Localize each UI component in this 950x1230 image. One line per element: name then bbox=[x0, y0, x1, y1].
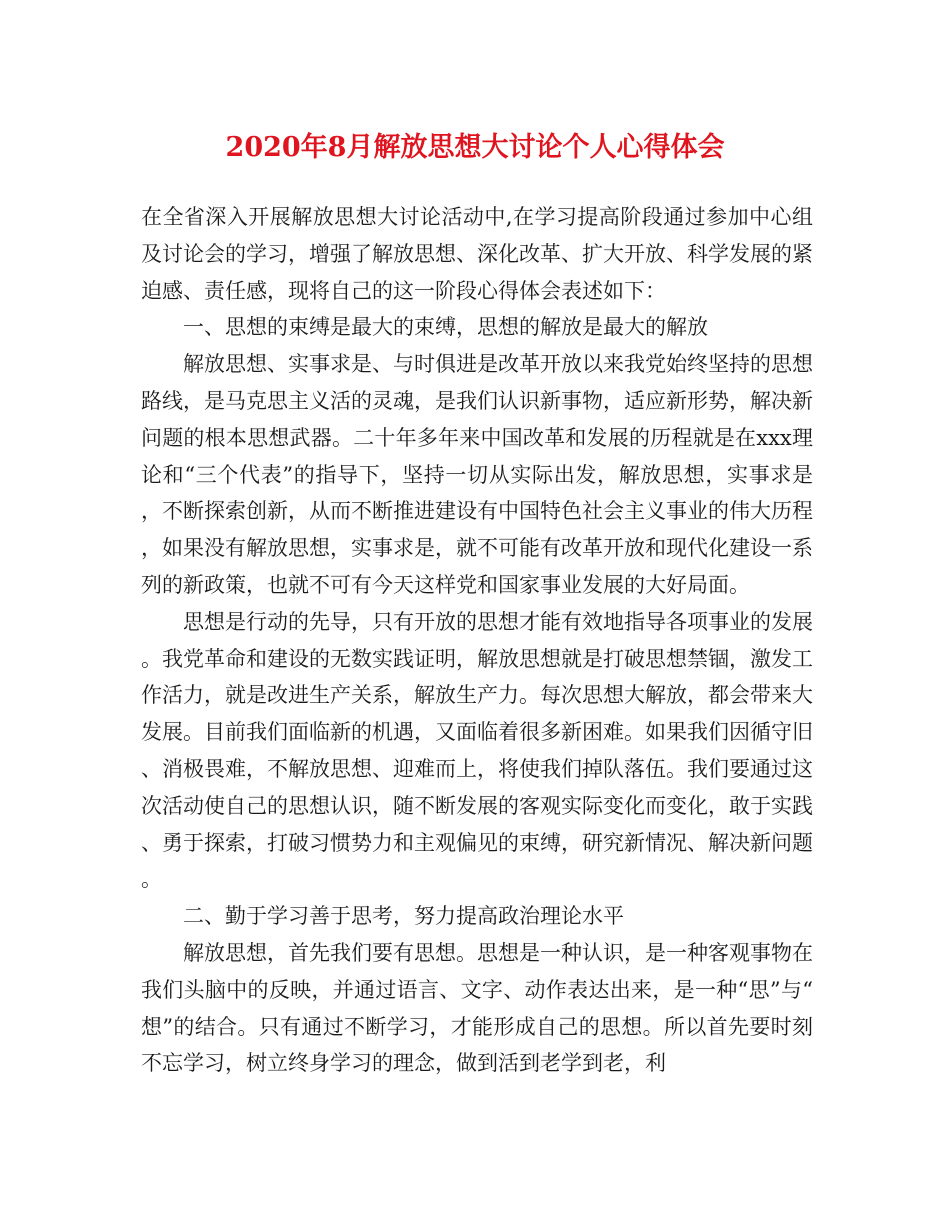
paragraph-1: 解放思想、实事求是、与时俱进是改革开放以来我党始终坚持的思想路线，是马克思主义活的灵魂，是我们认识新事物，适应新形势，解决新问题的根本思想武器。二十年多年来中国改革和发展的历程就是在xxx理论和“三个代表”的指导下，坚持一切从实际出发，解放思想，实事求是，不断探索创新，从而不断推进建设有中国特色社会主义事业的伟大历程，如果没有解放思想，实事求是，就不可能有改革开放和现代化建设一系列的新政策，也就不可有今天这样党和国家事业发展的大好局面。 bbox=[141, 352, 813, 597]
paragraph-3: 解放思想，首先我们要有思想。思想是一种认识，是一种客观事物在我们头脑中的反映，并通过语言、文字、动作表达出来，是一种“思”与“想”的结合。只有通过不断学习，才能形成自己的思想。所以首先要时刻不忘学习，树立终身学习的理念，做到活到老学到老，利 bbox=[141, 940, 813, 1076]
document-body bbox=[141, 199, 813, 1082]
paragraph-2: 思想是行动的先导，只有开放的思想才能有效地指导各项事业的发展。我党革命和建设的无数实践证明，解放思想就是打破思想禁锢，激发工作活力，就是改进生产关系，解放生产力。每次思想大解放，都会带来大发展。目前我们面临新的机遇，又面临着很多新困难。如果我们因循守旧、消极畏难，不解放思想、迎难而上，将使我们掉队落伍。我们要通过这次活动使自己的思想认识，随不断发展的客观实际变化而变化，敢于实践、勇于探索，打破习惯势力和主观偏见的束缚，研究新情况、解决新问题。 bbox=[141, 609, 813, 892]
section-heading-1: 一、思想的束缚是最大的束缚，思想的解放是最大的解放 bbox=[183, 315, 708, 340]
paragraph-intro: 在全省深入开展解放思想大讨论活动中,在学习提高阶段通过参加中心组及讨论会的学习，增强了解放思想、深化改革、扩大开放、科学发展的紧迫感、责任感，现将自己的这一阶段心得体会表述如下： bbox=[141, 205, 813, 303]
document-title: 2020年8月解放思想大讨论个人心得体会 bbox=[225, 132, 725, 163]
section-heading-2: 二、勤于学习善于思考，努力提高政治理论水平 bbox=[183, 904, 624, 929]
